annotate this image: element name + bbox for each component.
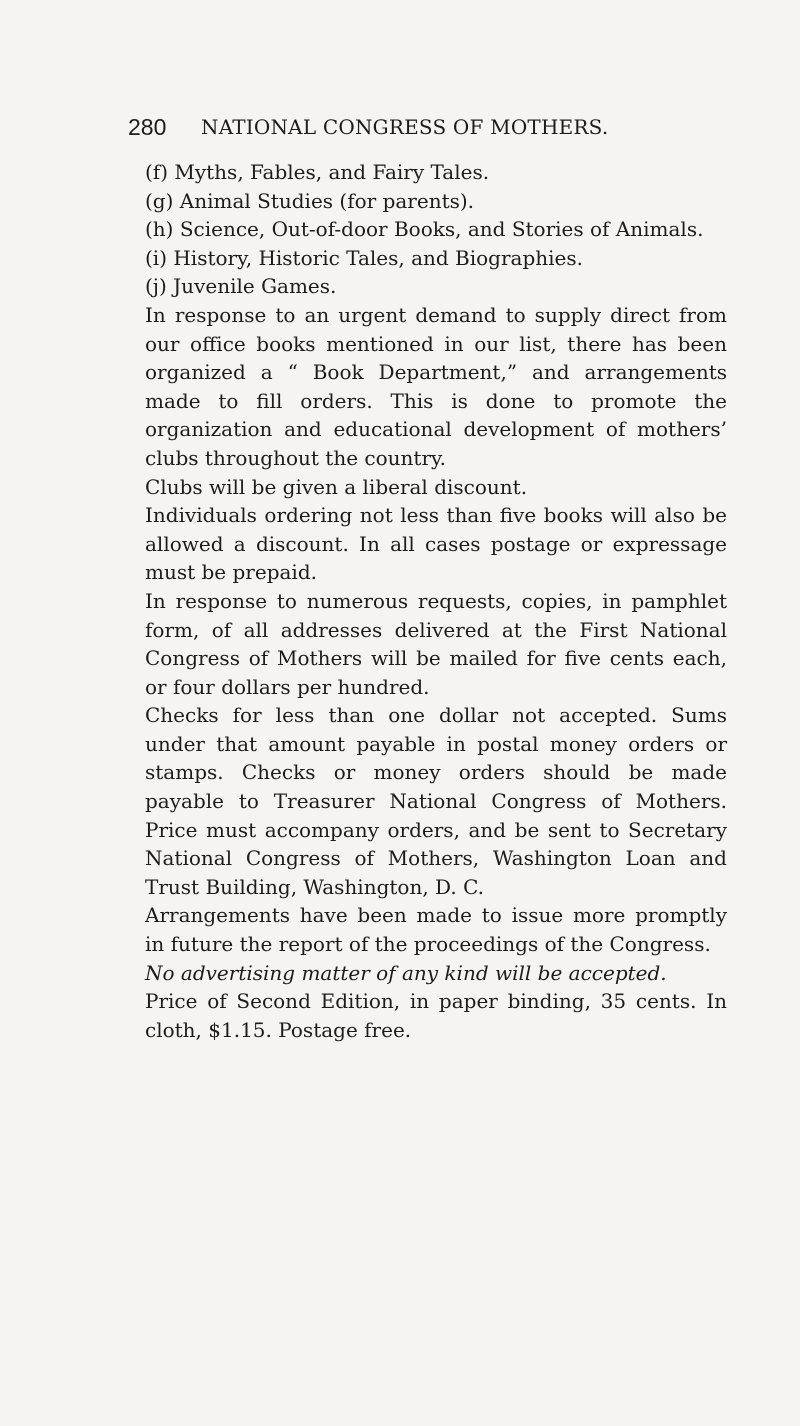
page-number: 280 xyxy=(128,114,167,140)
paragraph-individuals: Individuals ordering not less than five books will also be allowed a discount. In all cases postage or expressage must be prepaid. xyxy=(145,503,727,585)
paragraph-clubs-discount: Clubs will be given a liberal discount. xyxy=(145,474,528,499)
paragraph-price: Price of Second Edition, in paper binding, 35 cents. In cloth, $1.15. Postage free. xyxy=(145,989,727,1042)
list-item-j: (j) Juvenile Games. xyxy=(145,274,337,299)
paragraph-arrangements: Arrangements have been made to issue more promptly in future the report of the proceedings of the Congress. xyxy=(145,903,727,957)
body-text xyxy=(145,158,727,1044)
list-item-f: (f) Myths, Fables, and Fairy Tales. xyxy=(145,160,490,184)
header-title: NATIONAL CONGRESS OF MOTHERS. xyxy=(201,115,609,139)
running-head xyxy=(128,110,728,144)
paragraph-pamphlets: In response to numerous requests, copies, in pamphlet form, of all addresses delivered at the First National Congress of Mothers will be mailed for five cents each, or four dollars per hundred. xyxy=(145,588,727,699)
paragraph-book-department: In response to an urgent demand to supply direct from our office books mentioned in our list, there has been organized a “ Book Department,” and arrangements made to fill orders. This is done to promote the organization and educational development of mothers’ clubs throughout the country. xyxy=(145,302,727,470)
list-item-i: (i) History, Historic Tales, and Biographies. xyxy=(145,245,583,270)
list-item-g: (g) Animal Studies (for parents). xyxy=(145,188,475,213)
paragraph-checks: Checks for less than one dollar not accepted. Sums under that amount payable in postal money orders or stamps. Checks or money orders should be made payable to Treasurer National Congress of Mothers. Price must accompany orders, and be sent to Secretary National Congress of Mothers, Washington Loan and Trust Building, Washington, D. C. xyxy=(145,703,727,899)
paragraph-no-advertising: No advertising matter of any kind will be accepted. xyxy=(145,960,667,985)
list-item-h: (h) Science, Out-of-door Books, and Stories of Animals. xyxy=(145,217,704,242)
